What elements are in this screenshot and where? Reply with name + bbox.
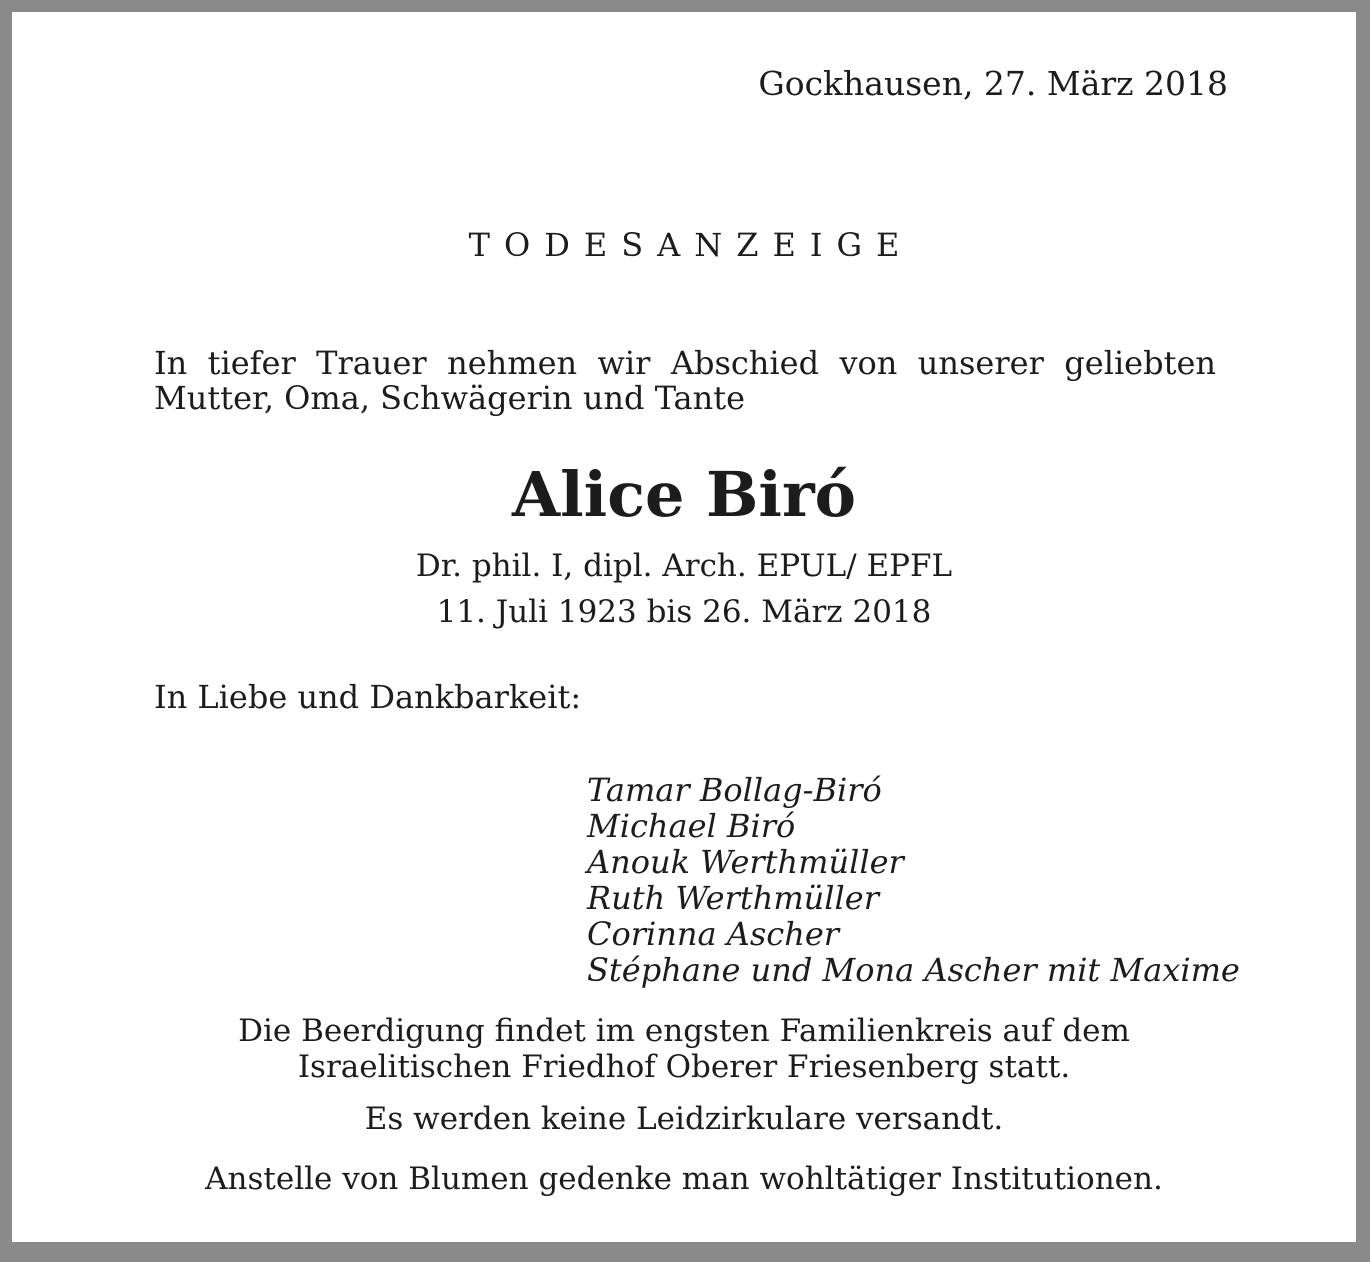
mourner-name: Tamar Bollag-Biró bbox=[587, 771, 882, 809]
no-circulars-line: Es werden keine Leidzirkulare versandt. bbox=[364, 1101, 1004, 1137]
notice-heading: TODESANZEIGE bbox=[468, 226, 914, 264]
intro-line-1: In tiefer Trauer nehmen wir Abschied von unserer geliebten bbox=[154, 344, 1216, 382]
place-date: Gockhausen, 27. März 2018 bbox=[758, 64, 1228, 103]
intro-line-2: Mutter, Oma, Schwägerin und Tante bbox=[154, 379, 746, 417]
funeral-line-1: Die Beerdigung findet im engsten Familienkreis auf dem bbox=[238, 1013, 1130, 1049]
mourner-name: Anouk Werthmüller bbox=[587, 843, 904, 881]
life-dates: 11. Juli 1923 bis 26. März 2018 bbox=[436, 594, 932, 630]
mourner-name: Corinna Ascher bbox=[587, 915, 840, 953]
deceased-name: Alice Biró bbox=[512, 458, 856, 531]
death-notice-card bbox=[12, 12, 1356, 1242]
funeral-line-2: Israelitischen Friedhof Oberer Friesenberg statt. bbox=[297, 1049, 1071, 1085]
flowers-line: Anstelle von Blumen gedenke man wohltätiger Institutionen. bbox=[205, 1161, 1163, 1197]
thanks-line: In Liebe und Dankbarkeit: bbox=[154, 678, 582, 716]
deceased-title: Dr. phil. I, dipl. Arch. EPUL/ EPFL bbox=[415, 548, 953, 584]
mourner-name: Stéphane und Mona Ascher mit Maxime bbox=[587, 951, 1240, 989]
intro-text bbox=[154, 346, 1216, 416]
mourners-list bbox=[587, 772, 1240, 988]
mourner-name: Michael Biró bbox=[587, 807, 796, 845]
mourner-name: Ruth Werthmüller bbox=[587, 879, 879, 917]
